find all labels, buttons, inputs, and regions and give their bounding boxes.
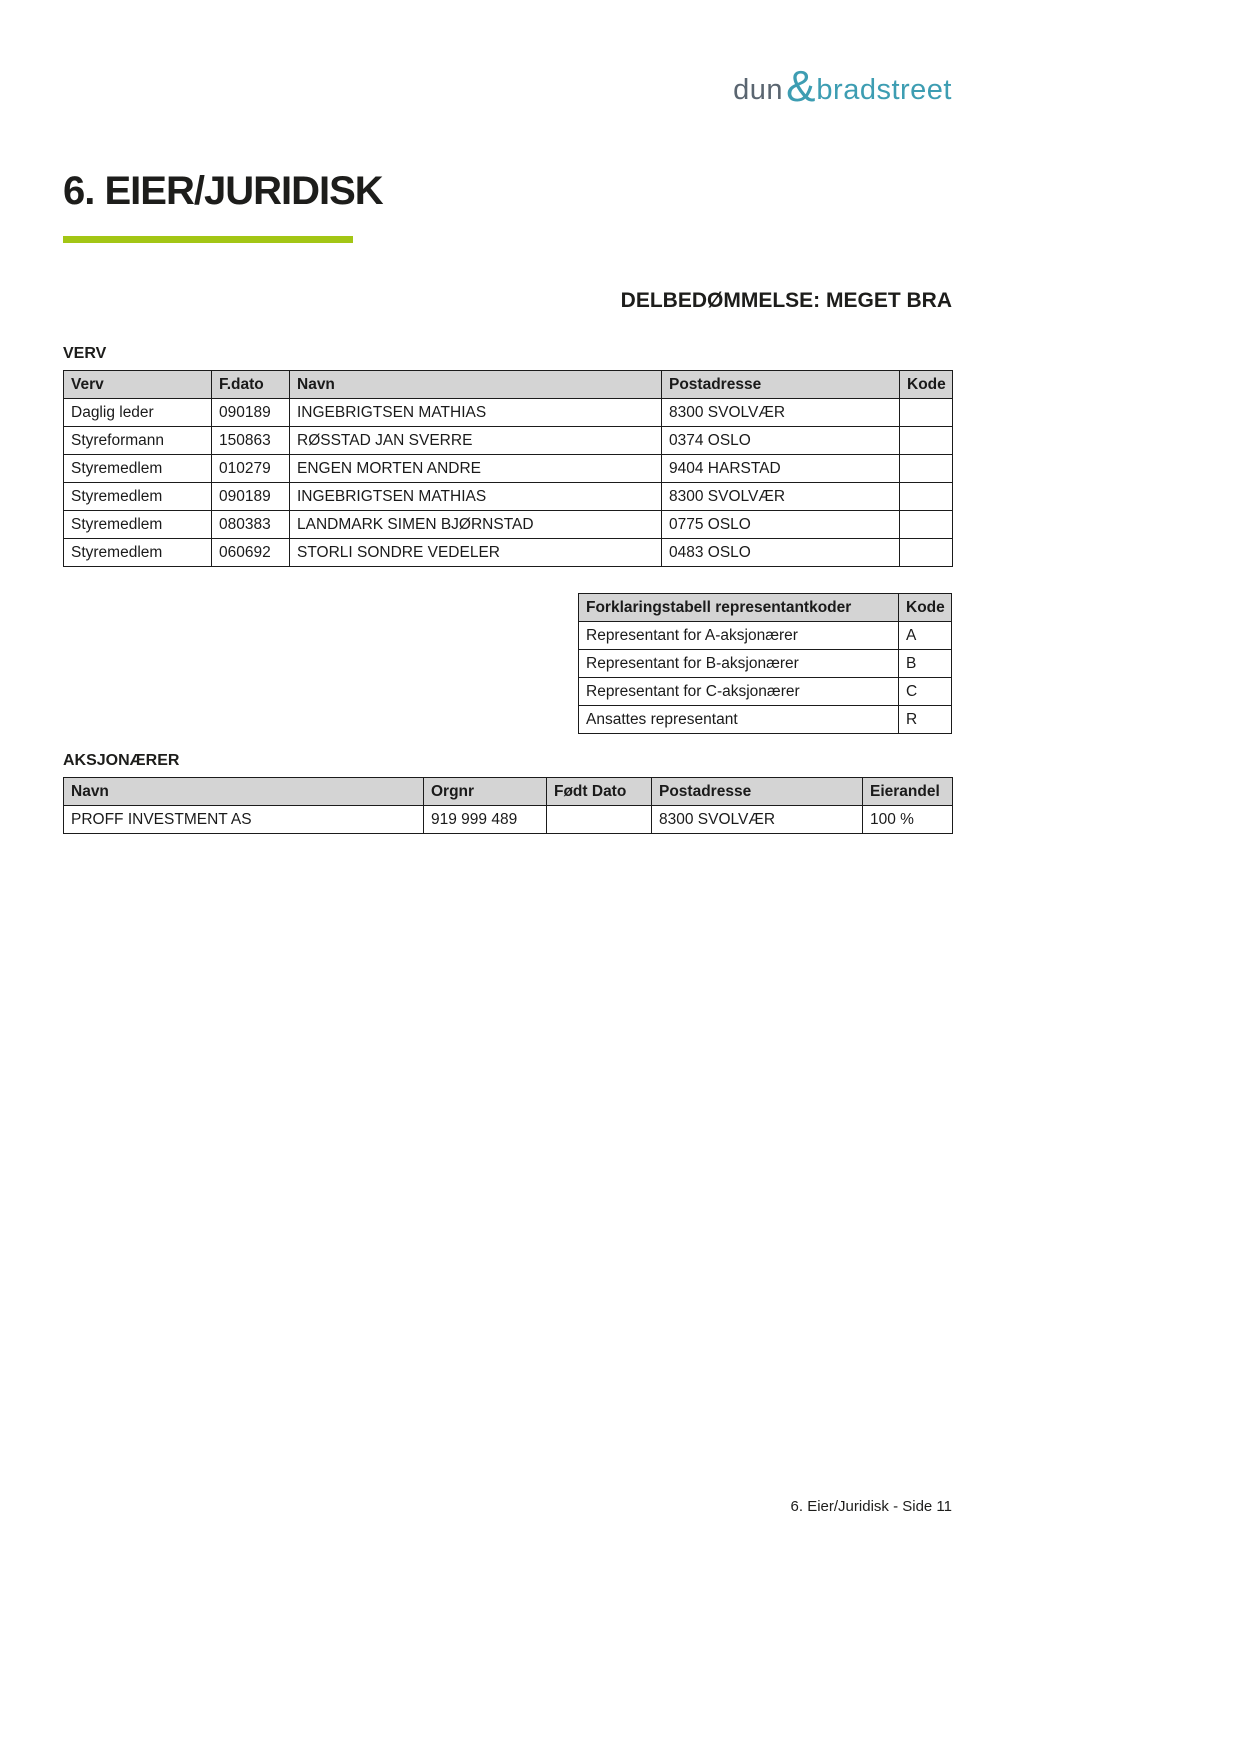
logo-text-bradstreet: bradstreet <box>816 74 952 106</box>
table-row <box>64 455 953 483</box>
table-cell: Ansattes representant <box>579 706 899 734</box>
verv-table <box>63 370 953 567</box>
header-row <box>579 594 952 622</box>
table-cell: 0483 OSLO <box>662 539 900 567</box>
table-cell: C <box>899 678 952 706</box>
table-row <box>64 483 953 511</box>
table-cell: PROFF INVESTMENT AS <box>64 806 424 834</box>
column-header: Forklaringstabell representantkoder <box>579 594 899 622</box>
header-row <box>64 371 953 399</box>
table-cell: Styremedlem <box>64 455 212 483</box>
table-cell: INGEBRIGTSEN MATHIAS <box>290 399 662 427</box>
table-cell: Styreformann <box>64 427 212 455</box>
table-cell <box>900 455 953 483</box>
table-cell: INGEBRIGTSEN MATHIAS <box>290 483 662 511</box>
table-cell: Representant for C-aksjonærer <box>579 678 899 706</box>
page-title: 6. EIER/JURIDISK <box>63 169 383 213</box>
table-cell: STORLI SONDRE VEDELER <box>290 539 662 567</box>
section-label-aksjonaerer: AKSJONÆRER <box>63 752 180 769</box>
table-cell: Styremedlem <box>64 511 212 539</box>
table-cell: Styremedlem <box>64 539 212 567</box>
table-cell: 150863 <box>212 427 290 455</box>
table-cell <box>900 427 953 455</box>
table-cell <box>547 806 652 834</box>
table-cell: 090189 <box>212 483 290 511</box>
column-header: Orgnr <box>424 778 547 806</box>
table-cell: Representant for B-aksjonærer <box>579 650 899 678</box>
table-cell: 919 999 489 <box>424 806 547 834</box>
table-cell: 9404 HARSTAD <box>662 455 900 483</box>
column-header: Kode <box>899 594 952 622</box>
table-cell: 0775 OSLO <box>662 511 900 539</box>
dun-bradstreet-logo <box>733 62 952 112</box>
column-header: Verv <box>64 371 212 399</box>
table-cell: A <box>899 622 952 650</box>
table-row <box>579 678 952 706</box>
ampersand-logo-icon: & <box>786 62 816 111</box>
column-header: Postadresse <box>652 778 863 806</box>
logo-text-dun: dun <box>733 74 784 106</box>
representant-code-table <box>578 593 952 734</box>
header-row <box>64 778 953 806</box>
table-row <box>64 806 953 834</box>
table-row <box>64 539 953 567</box>
table-cell: Styremedlem <box>64 483 212 511</box>
column-header: F.dato <box>212 371 290 399</box>
table-row <box>64 427 953 455</box>
column-header: Navn <box>290 371 662 399</box>
table-row <box>579 650 952 678</box>
logo-row <box>63 62 952 112</box>
column-header: Navn <box>64 778 424 806</box>
sub-rating-text: DELBEDØMMELSE: MEGET BRA <box>620 289 952 312</box>
page-footer: 6. Eier/Juridisk - Side 11 <box>790 1498 952 1515</box>
section-label-verv: VERV <box>63 345 107 362</box>
table-cell: RØSSTAD JAN SVERRE <box>290 427 662 455</box>
column-header: Født Dato <box>547 778 652 806</box>
table-row <box>64 511 953 539</box>
accent-divider <box>63 236 353 243</box>
column-header: Eierandel <box>863 778 953 806</box>
table-cell: 080383 <box>212 511 290 539</box>
table-row <box>579 706 952 734</box>
table-cell <box>900 399 953 427</box>
table-cell: 100 % <box>863 806 953 834</box>
aksjonaerer-table <box>63 777 953 834</box>
table-cell: 8300 SVOLVÆR <box>662 399 900 427</box>
table-cell: LANDMARK SIMEN BJØRNSTAD <box>290 511 662 539</box>
table-cell: 0374 OSLO <box>662 427 900 455</box>
table-cell <box>900 511 953 539</box>
table-cell: R <box>899 706 952 734</box>
table-row <box>64 399 953 427</box>
table-cell: Daglig leder <box>64 399 212 427</box>
table-cell: Representant for A-aksjonærer <box>579 622 899 650</box>
table-cell <box>900 483 953 511</box>
table-cell: 060692 <box>212 539 290 567</box>
content-area <box>63 0 952 1754</box>
column-header: Postadresse <box>662 371 900 399</box>
table-cell <box>900 539 953 567</box>
table-row <box>579 622 952 650</box>
table-cell: 8300 SVOLVÆR <box>662 483 900 511</box>
table-cell: B <box>899 650 952 678</box>
table-cell: 8300 SVOLVÆR <box>652 806 863 834</box>
table-cell: ENGEN MORTEN ANDRE <box>290 455 662 483</box>
table-cell: 010279 <box>212 455 290 483</box>
representant-table-row <box>63 593 952 734</box>
column-header: Kode <box>900 371 953 399</box>
table-cell: 090189 <box>212 399 290 427</box>
